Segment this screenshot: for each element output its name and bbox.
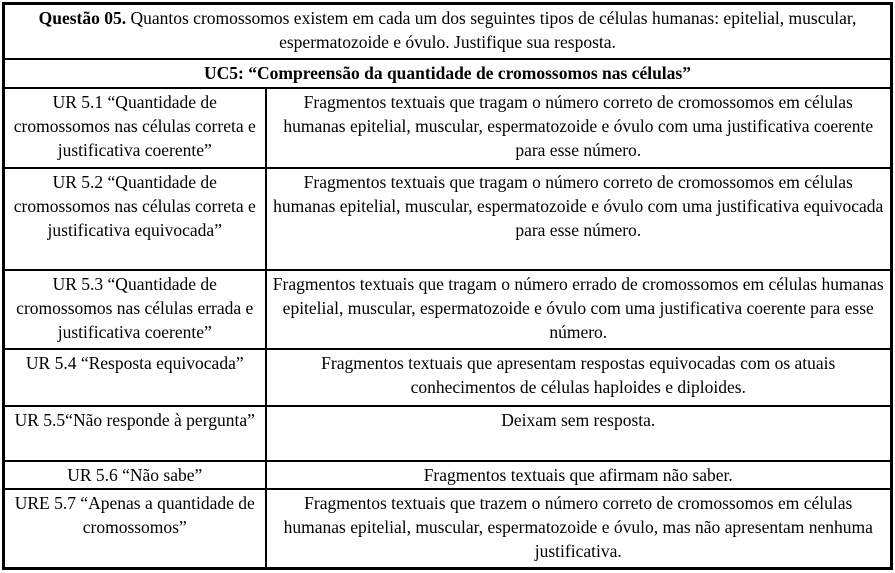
table-row [4, 406, 892, 461]
description-cell: Fragmentos textuais que tragam o número errado de cromossomos em células humanas epitelial, muscular, espermatozoide e óvulo com uma justificativa coerente para esse número. [266, 270, 892, 349]
question-text: Quantos cromossomos existem em cada um dos seguintes tipos de células humanas: epitelial, muscular, espermatozoide e óvulo. Justifique sua resposta. [126, 8, 857, 52]
table-row [4, 270, 892, 349]
category-row [4, 59, 892, 88]
description-cell: Fragmentos textuais que tragam o número correto de cromossomos em células humanas epitelial, muscular, espermatozoide e óvulo com uma justificativa coerente para esse número. [266, 88, 892, 168]
table-row [4, 88, 892, 168]
description-cell: Fragmentos textuais que apresentam respostas equivocadas com os atuais conhecimentos de células haploides e diploides. [266, 349, 892, 406]
question-cell [4, 4, 892, 59]
question-row [4, 4, 892, 59]
unit-cell: UR 5.1 “Quantidade de cromossomos nas células correta e justificativa coerente” [4, 88, 266, 168]
description-cell: Fragmentos textuais que trazem o número correto de cromossomos em células humanas epitelial, muscular, espermatozoide e óvulo, mas não apresentam nenhuma justificativa. [266, 489, 892, 569]
description-cell: Fragmentos textuais que afirmam não saber. [266, 461, 892, 489]
unit-cell: URE 5.7 “Apenas a quantidade de cromossomos” [4, 489, 266, 569]
table-row [4, 461, 892, 489]
unit-cell: UR 5.5“Não responde à pergunta” [4, 406, 266, 461]
unit-cell: UR 5.3 “Quantidade de cromossomos nas células errada e justificativa coerente” [4, 270, 266, 349]
category-table [2, 2, 893, 570]
category-title: UC5: “Compreensão da quantidade de cromossomos nas células” [4, 59, 892, 88]
question-label: Questão 05. [38, 8, 127, 28]
description-cell: Fragmentos textuais que tragam o número correto de cromossomos em células humanas epitelial, muscular, espermatozoide e óvulo com uma justificativa equivocada para esse número. [266, 168, 892, 270]
unit-cell: UR 5.2 “Quantidade de cromossomos nas células correta e justificativa equivocada” [4, 168, 266, 270]
unit-cell: UR 5.4 “Resposta equivocada” [4, 349, 266, 406]
table-row [4, 489, 892, 569]
unit-cell: UR 5.6 “Não sabe” [4, 461, 266, 489]
table-row [4, 168, 892, 270]
table-row [4, 349, 892, 406]
description-cell: Deixam sem resposta. [266, 406, 892, 461]
